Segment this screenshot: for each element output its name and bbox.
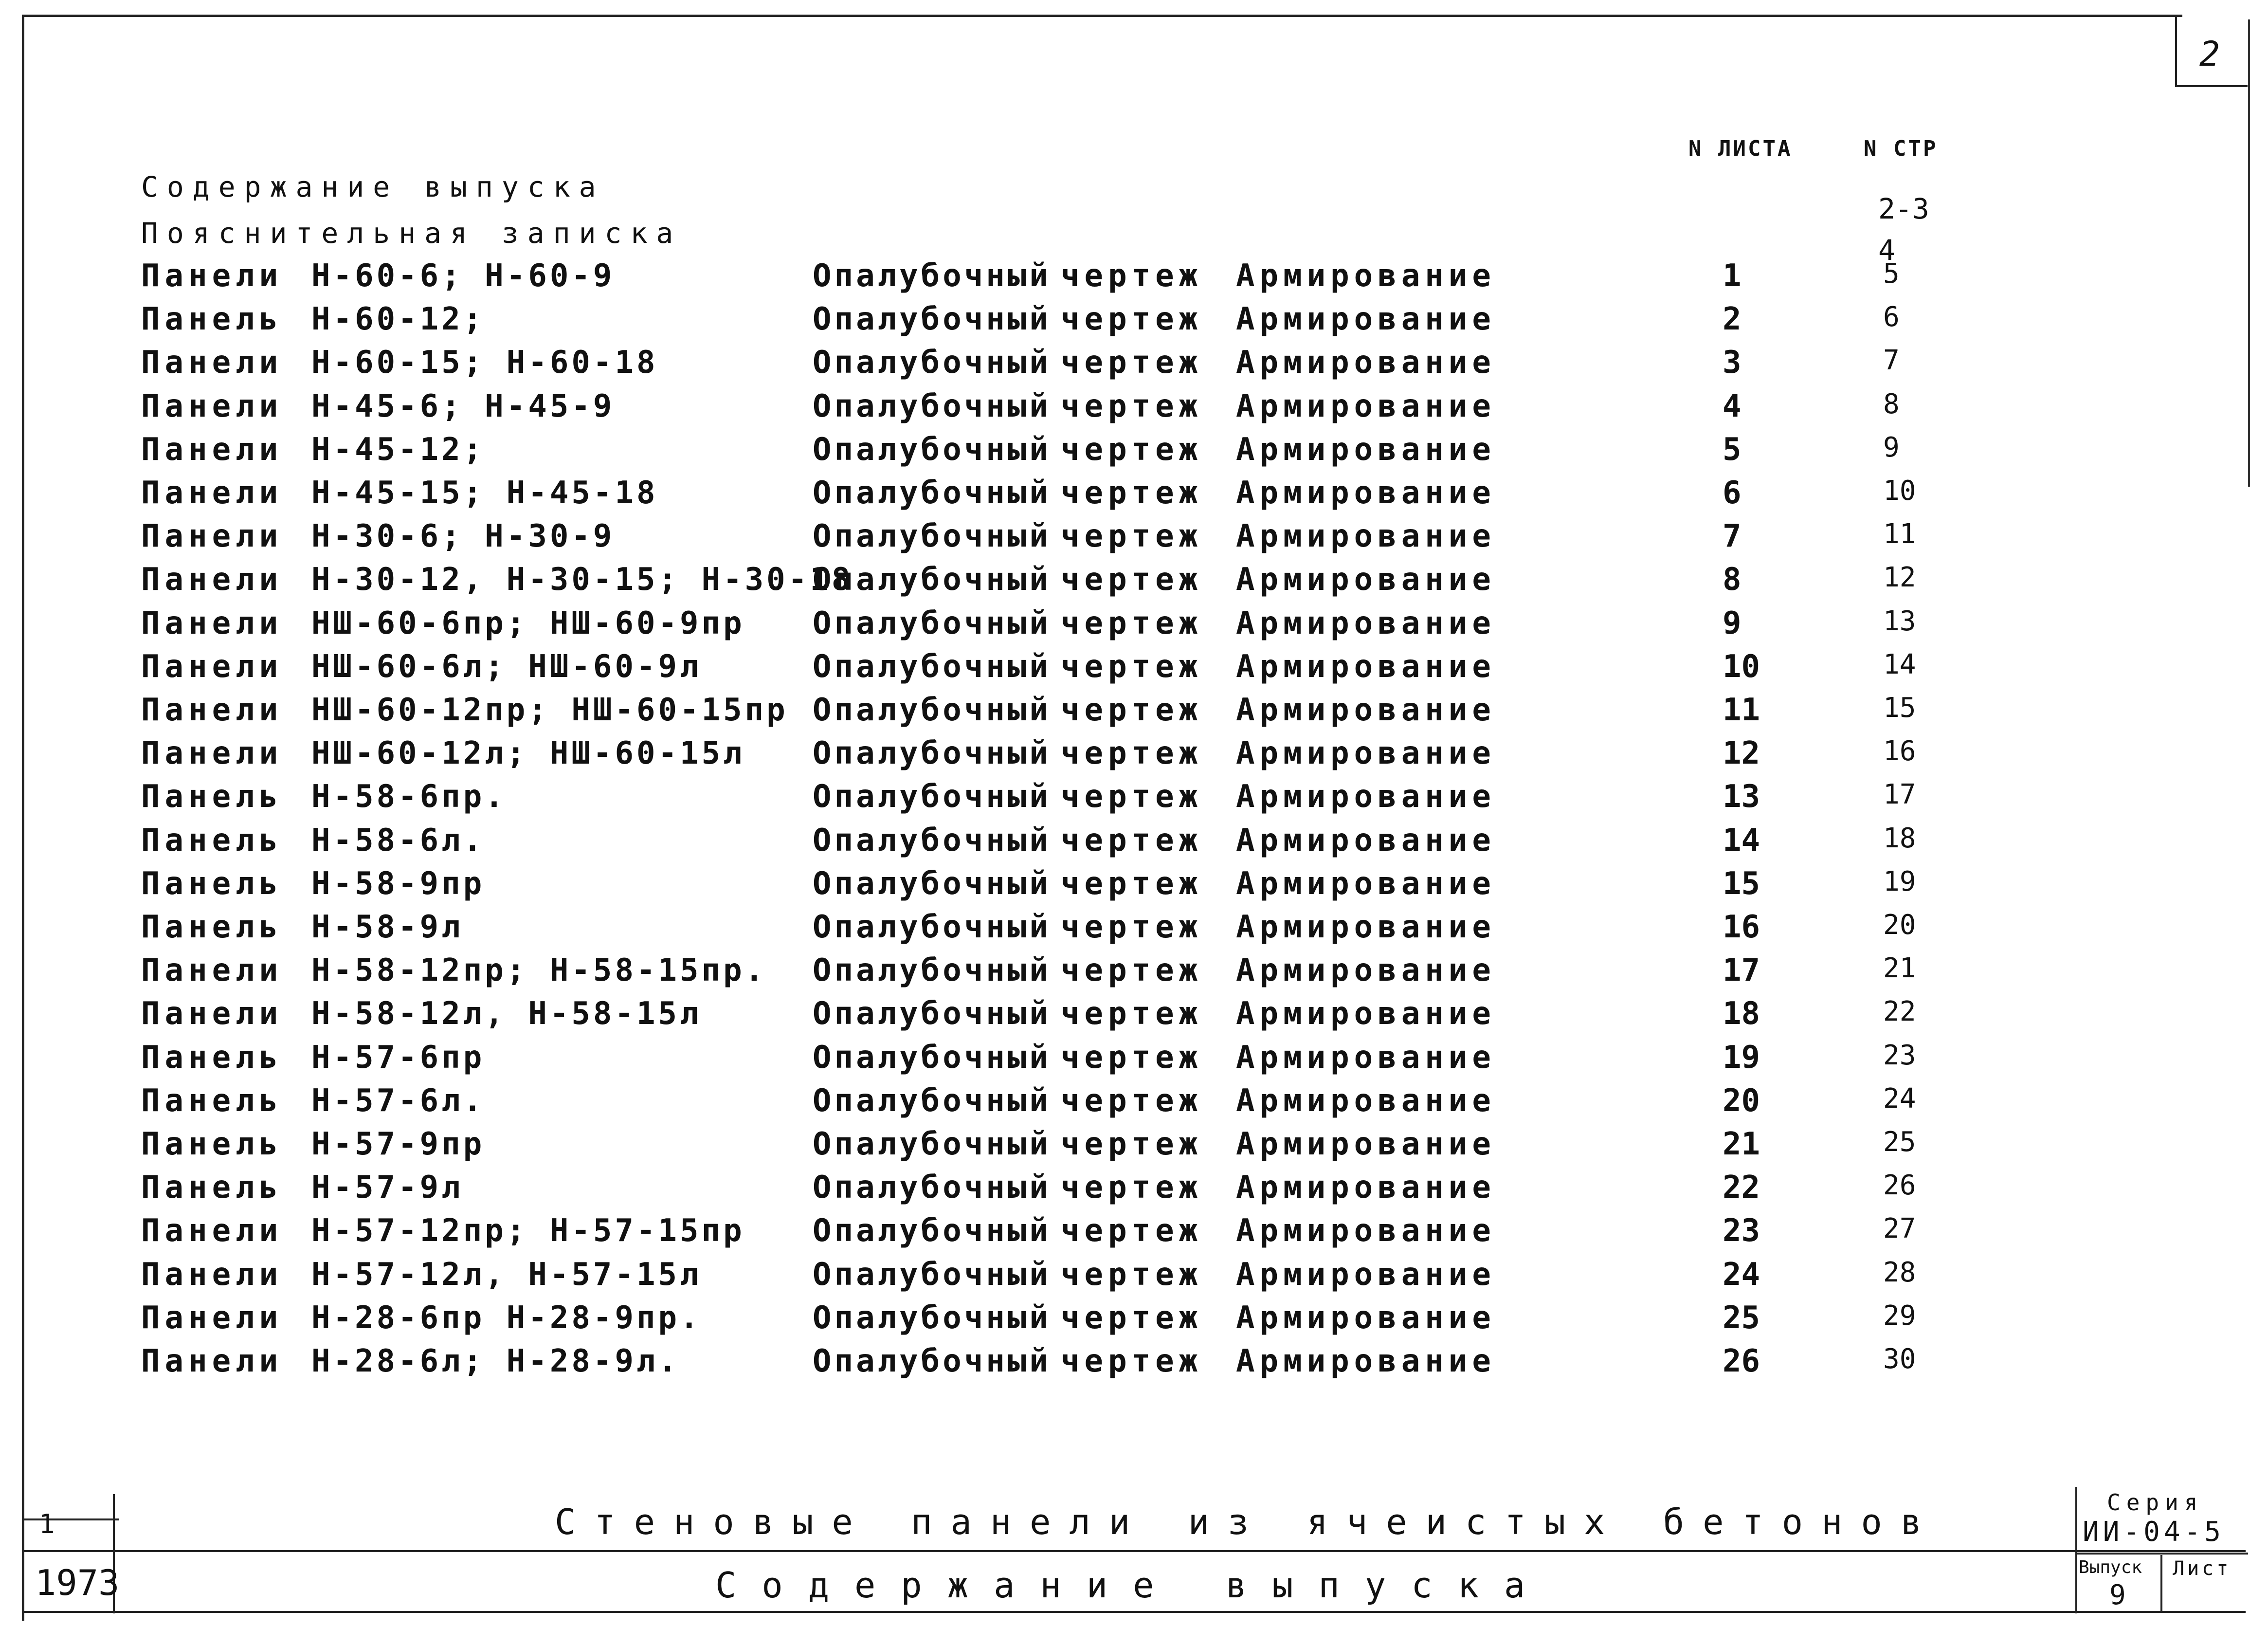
row-drawing: чертеж bbox=[1061, 258, 1203, 294]
table-row bbox=[0, 1126, 2141, 1170]
row-mark: Н-28-6пр Н-28-9пр. bbox=[311, 1300, 702, 1336]
row-drawing: чертеж bbox=[1061, 1343, 1203, 1379]
row-form: Опалубочный bbox=[813, 518, 1051, 554]
row-arm: Армирование bbox=[1236, 1040, 1496, 1076]
row-page: 23 bbox=[1883, 1040, 1916, 1071]
row-drawing: чертеж bbox=[1061, 518, 1203, 554]
table-row bbox=[0, 518, 2141, 562]
row-sheet: 13 bbox=[1723, 779, 1760, 815]
sheet-label: Лист bbox=[2173, 1557, 2232, 1580]
row-mark: Н-57-6пр bbox=[311, 1040, 485, 1076]
row-mark: НШ-60-6пр; НШ-60-9пр bbox=[311, 605, 745, 641]
row-arm: Армирование bbox=[1236, 909, 1496, 945]
row-kind: Панели bbox=[141, 432, 283, 468]
row-mark: Н-58-9л bbox=[311, 909, 463, 945]
intro-contents-title: Содержание выпуска bbox=[141, 170, 605, 203]
row-arm: Армирование bbox=[1236, 996, 1496, 1032]
row-form: Опалубочный bbox=[813, 432, 1051, 468]
row-arm: Армирование bbox=[1236, 735, 1496, 771]
row-kind: Панель bbox=[141, 779, 283, 815]
row-arm: Армирование bbox=[1236, 1300, 1496, 1336]
row-page: 22 bbox=[1883, 996, 1916, 1027]
row-drawing: чертеж bbox=[1061, 1170, 1203, 1206]
series-label: Серия bbox=[2107, 1489, 2204, 1516]
row-kind: Панель bbox=[141, 866, 283, 902]
series-value: ИИ-04-5 bbox=[2083, 1516, 2225, 1548]
row-arm: Армирование bbox=[1236, 258, 1496, 294]
row-page: 27 bbox=[1883, 1213, 1916, 1244]
row-sheet: 21 bbox=[1723, 1126, 1760, 1162]
table-row bbox=[0, 345, 2141, 388]
row-arm: Армирование bbox=[1236, 301, 1496, 337]
row-mark: Н-57-6л. bbox=[311, 1083, 485, 1119]
table-row bbox=[0, 779, 2141, 823]
intro-note-page: 4 bbox=[1878, 234, 1895, 267]
row-page: 8 bbox=[1883, 388, 1900, 420]
row-page: 9 bbox=[1883, 432, 1900, 463]
row-page: 21 bbox=[1883, 952, 1916, 984]
row-kind: Панели bbox=[141, 1257, 283, 1293]
row-sheet: 4 bbox=[1723, 388, 1742, 424]
row-form: Опалубочный bbox=[813, 735, 1051, 771]
row-drawing: чертеж bbox=[1061, 823, 1203, 859]
row-form: Опалубочный bbox=[813, 1083, 1051, 1119]
row-sheet: 18 bbox=[1723, 996, 1760, 1032]
row-drawing: чертеж bbox=[1061, 562, 1203, 598]
row-mark: Н-57-9пр bbox=[311, 1126, 485, 1162]
row-arm: Армирование bbox=[1236, 388, 1496, 424]
row-page: 10 bbox=[1883, 475, 1916, 507]
row-page: 28 bbox=[1883, 1257, 1916, 1288]
table-row bbox=[0, 301, 2141, 345]
row-arm: Армирование bbox=[1236, 518, 1496, 554]
row-mark: Н-45-15; Н-45-18 bbox=[311, 475, 658, 511]
title-block-line bbox=[22, 1518, 119, 1520]
row-kind: Панель bbox=[141, 301, 283, 337]
row-kind: Панели bbox=[141, 518, 283, 554]
table-row bbox=[0, 1300, 2141, 1344]
row-sheet: 16 bbox=[1723, 909, 1760, 945]
row-form: Опалубочный bbox=[813, 1300, 1051, 1336]
row-sheet: 5 bbox=[1723, 432, 1742, 468]
row-sheet: 2 bbox=[1723, 301, 1742, 337]
row-sheet: 3 bbox=[1723, 345, 1742, 381]
row-page: 13 bbox=[1883, 605, 1916, 637]
row-drawing: чертеж bbox=[1061, 1213, 1203, 1249]
row-sheet: 11 bbox=[1723, 692, 1760, 728]
row-drawing: чертеж bbox=[1061, 866, 1203, 902]
table-row bbox=[0, 692, 2141, 736]
row-arm: Армирование bbox=[1236, 779, 1496, 815]
row-kind: Панель bbox=[141, 823, 283, 859]
row-kind: Панель bbox=[141, 909, 283, 945]
row-sheet: 19 bbox=[1723, 1040, 1760, 1076]
row-mark: Н-28-6л; Н-28-9л. bbox=[311, 1343, 680, 1379]
row-drawing: чертеж bbox=[1061, 649, 1203, 685]
row-form: Опалубочный bbox=[813, 996, 1051, 1032]
row-kind: Панели bbox=[141, 1213, 283, 1249]
row-form: Опалубочный bbox=[813, 649, 1051, 685]
row-mark: Н-60-12; bbox=[311, 301, 485, 337]
table-row bbox=[0, 1040, 2141, 1083]
row-sheet: 26 bbox=[1723, 1343, 1760, 1379]
row-arm: Армирование bbox=[1236, 605, 1496, 641]
row-kind: Панели bbox=[141, 1300, 283, 1336]
row-page: 15 bbox=[1883, 692, 1916, 724]
row-page: 24 bbox=[1883, 1083, 1916, 1115]
row-form: Опалубочный bbox=[813, 692, 1051, 728]
row-mark: Н-45-6; Н-45-9 bbox=[311, 388, 615, 424]
row-drawing: чертеж bbox=[1061, 909, 1203, 945]
row-kind: Панели bbox=[141, 1343, 283, 1379]
table-row bbox=[0, 952, 2141, 996]
row-mark: Н-60-6; Н-60-9 bbox=[311, 258, 615, 294]
row-form: Опалубочный bbox=[813, 909, 1051, 945]
row-mark: НШ-60-12пр; НШ-60-15пр bbox=[311, 692, 788, 728]
row-drawing: чертеж bbox=[1061, 301, 1203, 337]
row-form: Опалубочный bbox=[813, 952, 1051, 988]
row-page: 16 bbox=[1883, 735, 1916, 767]
row-page: 19 bbox=[1883, 866, 1916, 897]
row-sheet: 23 bbox=[1723, 1213, 1760, 1249]
row-form: Опалубочный bbox=[813, 823, 1051, 859]
row-kind: Панели bbox=[141, 952, 283, 988]
row-mark: Н-57-12пр; Н-57-15пр bbox=[311, 1213, 745, 1249]
header-sheet-no: N ЛИСТА bbox=[1688, 136, 1793, 161]
row-kind: Панели bbox=[141, 605, 283, 641]
title-block-main-title: Стеновые панели из ячеистых бетонов bbox=[555, 1501, 1941, 1542]
row-mark: Н-30-6; Н-30-9 bbox=[311, 518, 615, 554]
row-drawing: чертеж bbox=[1061, 432, 1203, 468]
row-page: 11 bbox=[1883, 518, 1916, 550]
row-drawing: чертеж bbox=[1061, 779, 1203, 815]
table-row bbox=[0, 1213, 2141, 1257]
title-block-line bbox=[22, 1611, 2246, 1613]
row-form: Опалубочный bbox=[813, 301, 1051, 337]
row-kind: Панель bbox=[141, 1083, 283, 1119]
row-sheet: 9 bbox=[1723, 605, 1742, 641]
row-mark: Н-57-12л, Н-57-15л bbox=[311, 1257, 702, 1293]
row-sheet: 17 bbox=[1723, 952, 1760, 988]
title-block-line bbox=[2075, 1487, 2077, 1613]
row-kind: Панели bbox=[141, 345, 283, 381]
row-arm: Армирование bbox=[1236, 649, 1496, 685]
row-drawing: чертеж bbox=[1061, 996, 1203, 1032]
row-mark: Н-58-12пр; Н-58-15пр. bbox=[311, 952, 767, 988]
row-form: Опалубочный bbox=[813, 562, 1051, 598]
row-form: Опалубочный bbox=[813, 605, 1051, 641]
row-form: Опалубочный bbox=[813, 388, 1051, 424]
row-arm: Армирование bbox=[1236, 562, 1496, 598]
row-arm: Армирование bbox=[1236, 1343, 1496, 1379]
row-drawing: чертеж bbox=[1061, 1257, 1203, 1293]
row-arm: Армирование bbox=[1236, 1083, 1496, 1119]
row-page: 25 bbox=[1883, 1126, 1916, 1158]
row-mark: Н-60-15; Н-60-18 bbox=[311, 345, 658, 381]
row-mark: НШ-60-6л; НШ-60-9л bbox=[311, 649, 702, 685]
row-kind: Панели bbox=[141, 258, 283, 294]
row-drawing: чертеж bbox=[1061, 1040, 1203, 1076]
row-mark: Н-58-6л. bbox=[311, 823, 485, 859]
title-block-line bbox=[2075, 1553, 2248, 1555]
row-sheet: 6 bbox=[1723, 475, 1742, 511]
frame-top-line bbox=[22, 15, 2182, 17]
row-form: Опалубочный bbox=[813, 779, 1051, 815]
row-drawing: чертеж bbox=[1061, 1083, 1203, 1119]
row-drawing: чертеж bbox=[1061, 1126, 1203, 1162]
table-row bbox=[0, 909, 2141, 953]
table-row bbox=[0, 1257, 2141, 1300]
row-form: Опалубочный bbox=[813, 1257, 1051, 1293]
issue-label: Выпуск bbox=[2079, 1557, 2142, 1577]
row-page: 14 bbox=[1883, 649, 1916, 680]
row-arm: Армирование bbox=[1236, 345, 1496, 381]
row-kind: Панели bbox=[141, 735, 283, 771]
title-block-line bbox=[22, 1550, 2246, 1552]
row-kind: Панели bbox=[141, 692, 283, 728]
row-arm: Армирование bbox=[1236, 692, 1496, 728]
row-page: 12 bbox=[1883, 562, 1916, 593]
row-sheet: 22 bbox=[1723, 1170, 1760, 1206]
table-row bbox=[0, 996, 2141, 1040]
row-page: 17 bbox=[1883, 779, 1916, 810]
row-arm: Армирование bbox=[1236, 866, 1496, 902]
row-mark: Н-58-12л, Н-58-15л bbox=[311, 996, 702, 1032]
row-kind: Панели bbox=[141, 475, 283, 511]
table-row bbox=[0, 605, 2141, 649]
row-mark: Н-58-9пр bbox=[311, 866, 485, 902]
row-mark: НШ-60-12л; НШ-60-15л bbox=[311, 735, 745, 771]
row-page: 18 bbox=[1883, 823, 1916, 854]
table-row bbox=[0, 475, 2141, 519]
row-drawing: чертеж bbox=[1061, 692, 1203, 728]
row-sheet: 15 bbox=[1723, 866, 1760, 902]
row-form: Опалубочный bbox=[813, 866, 1051, 902]
row-form: Опалубочный bbox=[813, 345, 1051, 381]
row-kind: Панели bbox=[141, 649, 283, 685]
row-page: 26 bbox=[1883, 1170, 1916, 1201]
row-form: Опалубочный bbox=[813, 258, 1051, 294]
row-arm: Армирование bbox=[1236, 823, 1496, 859]
table-row bbox=[0, 562, 2141, 605]
row-kind: Панели bbox=[141, 388, 283, 424]
row-sheet: 10 bbox=[1723, 649, 1760, 685]
row-drawing: чертеж bbox=[1061, 1300, 1203, 1336]
table-row bbox=[0, 649, 2141, 693]
row-sheet: 1 bbox=[1723, 258, 1742, 294]
sheet-number: 2 bbox=[2199, 34, 2220, 74]
row-sheet: 25 bbox=[1723, 1300, 1760, 1336]
table-row bbox=[0, 1343, 2141, 1387]
row-arm: Армирование bbox=[1236, 1170, 1496, 1206]
row-kind: Панели bbox=[141, 996, 283, 1032]
row-page: 5 bbox=[1883, 258, 1900, 290]
table-row bbox=[0, 258, 2141, 302]
title-block-mark: 1 bbox=[39, 1509, 55, 1539]
issue-value: 9 bbox=[2109, 1579, 2126, 1611]
row-kind: Панели bbox=[141, 562, 283, 598]
row-page: 30 bbox=[1883, 1343, 1916, 1375]
row-sheet: 8 bbox=[1723, 562, 1742, 598]
row-page: 20 bbox=[1883, 909, 1916, 941]
row-sheet: 24 bbox=[1723, 1257, 1760, 1293]
table-row bbox=[0, 823, 2141, 866]
row-form: Опалубочный bbox=[813, 1126, 1051, 1162]
row-kind: Панель bbox=[141, 1126, 283, 1162]
row-sheet: 12 bbox=[1723, 735, 1760, 771]
row-sheet: 20 bbox=[1723, 1083, 1760, 1119]
row-kind: Панель bbox=[141, 1040, 283, 1076]
row-arm: Армирование bbox=[1236, 952, 1496, 988]
row-kind: Панель bbox=[141, 1170, 283, 1206]
row-mark: Н-58-6пр. bbox=[311, 779, 507, 815]
row-drawing: чертеж bbox=[1061, 345, 1203, 381]
row-form: Опалубочный bbox=[813, 1040, 1051, 1076]
row-sheet: 7 bbox=[1723, 518, 1742, 554]
intro-note-title: Пояснительная записка bbox=[141, 217, 682, 250]
row-mark: Н-45-12; bbox=[311, 432, 485, 468]
row-sheet: 14 bbox=[1723, 823, 1760, 859]
table-row bbox=[0, 1083, 2141, 1127]
row-drawing: чертеж bbox=[1061, 475, 1203, 511]
row-arm: Армирование bbox=[1236, 1257, 1496, 1293]
frame-right-line bbox=[2248, 19, 2250, 487]
intro-contents-page: 2-3 bbox=[1878, 192, 1929, 225]
table-row bbox=[0, 1170, 2141, 1213]
title-block-line bbox=[2160, 1555, 2162, 1611]
row-drawing: чертеж bbox=[1061, 952, 1203, 988]
title-block-subtitle: Содержание выпуска bbox=[715, 1565, 1551, 1606]
row-page: 7 bbox=[1883, 345, 1900, 376]
row-drawing: чертеж bbox=[1061, 605, 1203, 641]
row-drawing: чертеж bbox=[1061, 735, 1203, 771]
row-mark: Н-30-12, Н-30-15; Н-30-18 bbox=[311, 562, 853, 598]
table-row bbox=[0, 735, 2141, 779]
row-form: Опалубочный bbox=[813, 1213, 1051, 1249]
table-row bbox=[0, 432, 2141, 476]
row-mark: Н-57-9л bbox=[311, 1170, 463, 1206]
row-form: Опалубочный bbox=[813, 1343, 1051, 1379]
header-page-no: N СТР bbox=[1864, 136, 1938, 161]
table-row bbox=[0, 866, 2141, 910]
table-row bbox=[0, 388, 2141, 432]
row-page: 6 bbox=[1883, 301, 1900, 333]
row-form: Опалубочный bbox=[813, 475, 1051, 511]
row-arm: Армирование bbox=[1236, 475, 1496, 511]
row-arm: Армирование bbox=[1236, 1126, 1496, 1162]
row-arm: Армирование bbox=[1236, 1213, 1496, 1249]
row-drawing: чертеж bbox=[1061, 388, 1203, 424]
row-arm: Армирование bbox=[1236, 432, 1496, 468]
title-block-year: 1973 bbox=[35, 1562, 120, 1603]
row-page: 29 bbox=[1883, 1300, 1916, 1332]
row-form: Опалубочный bbox=[813, 1170, 1051, 1206]
